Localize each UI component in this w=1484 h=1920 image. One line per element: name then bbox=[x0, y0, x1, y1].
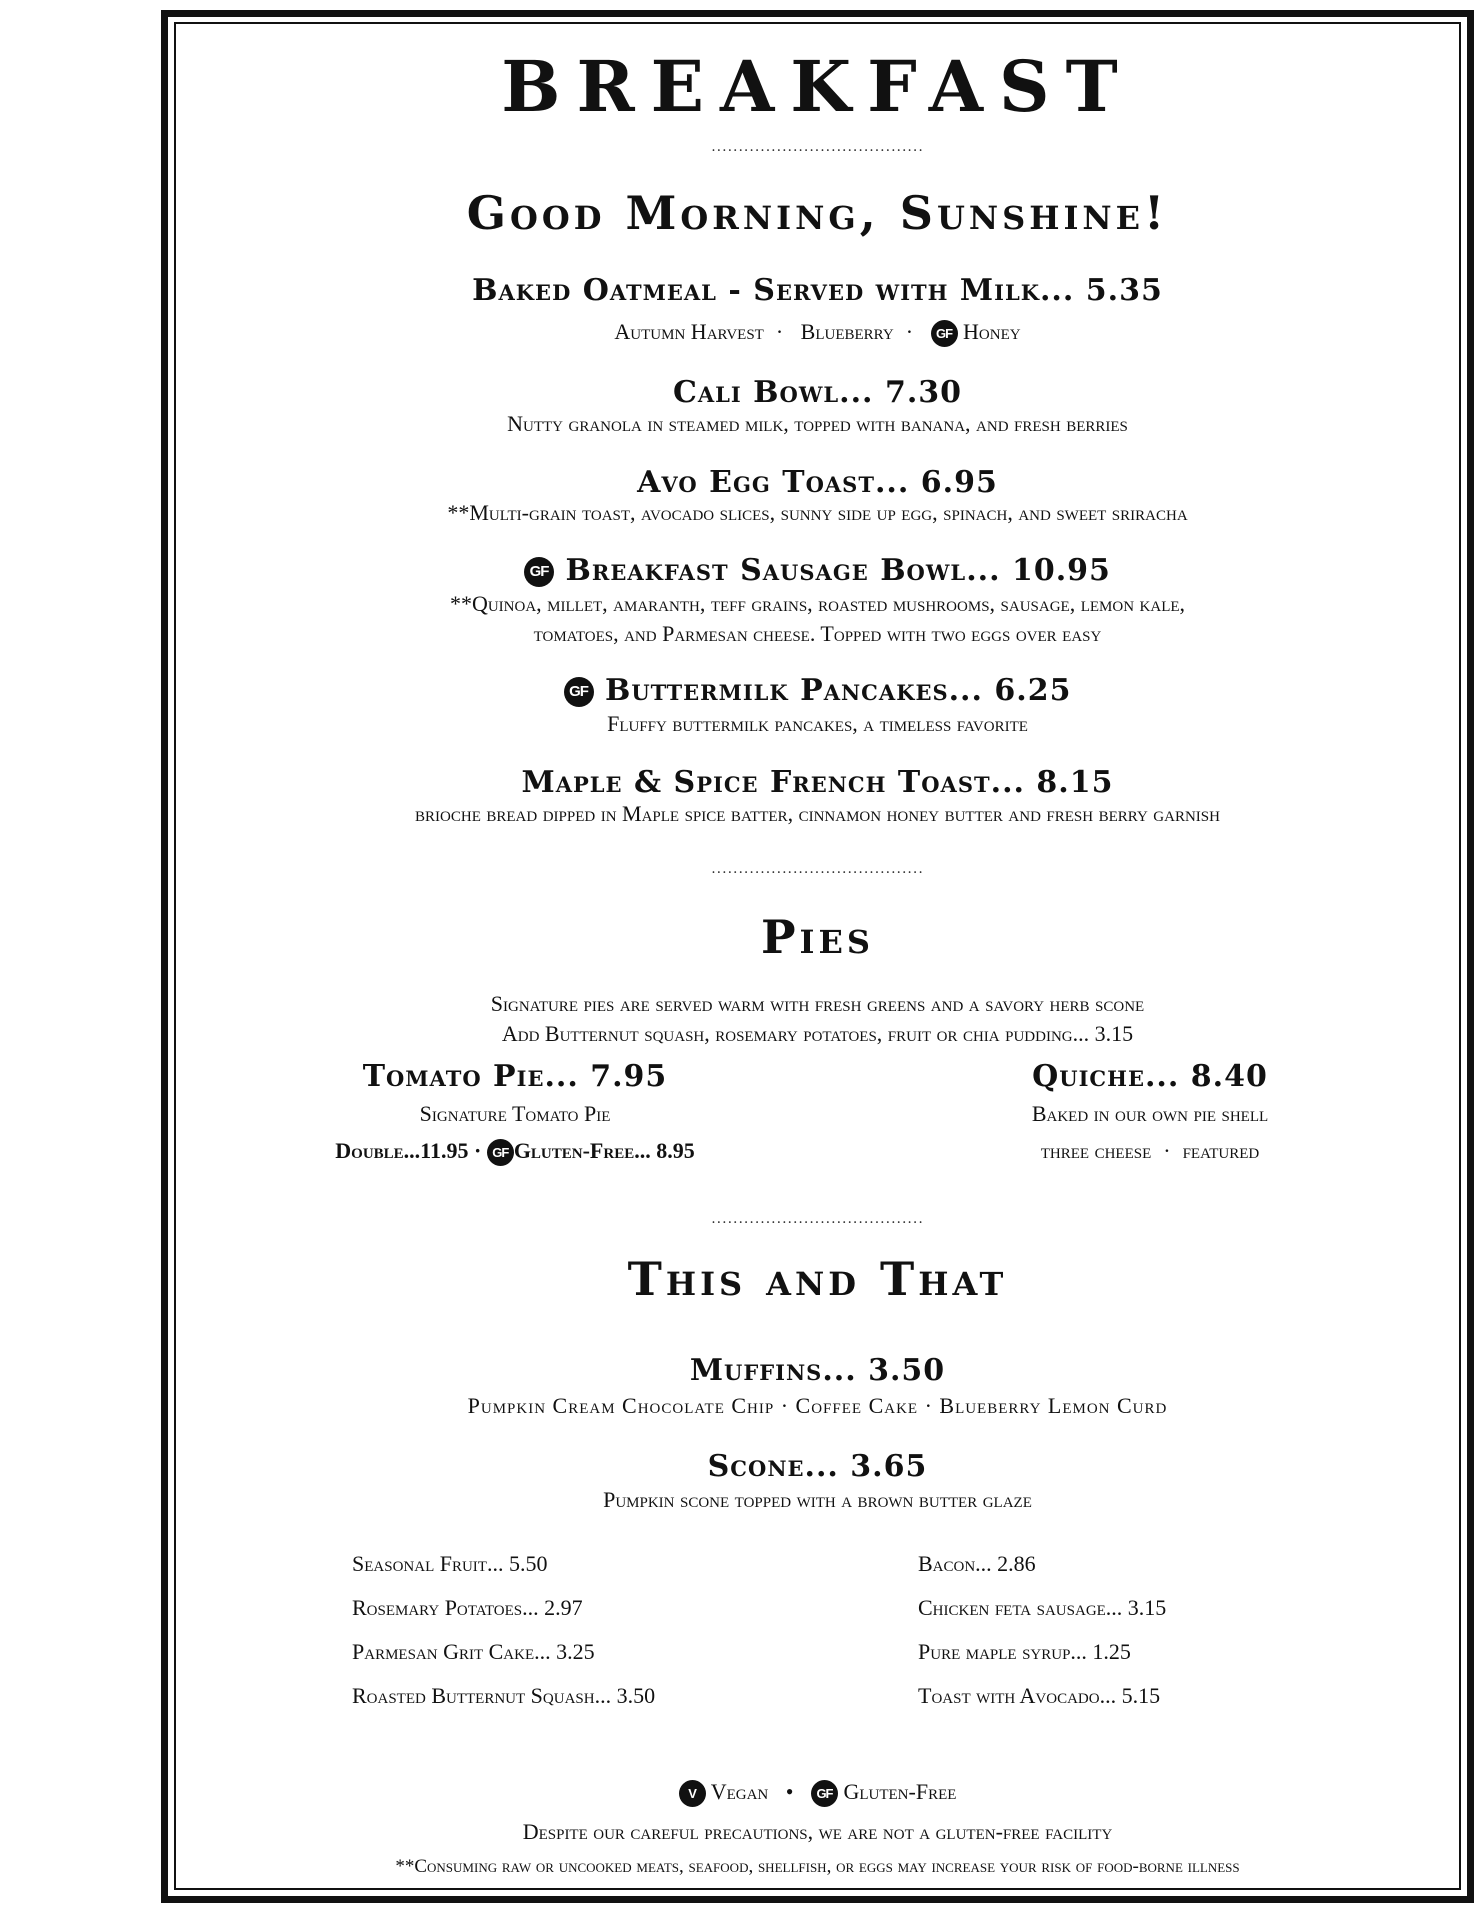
legend: V Vegan • GF Gluten-Free bbox=[174, 1778, 1461, 1807]
item-desc: **Quinoa, millet, amaranth, teff grains, roasted mushrooms, sausage, lemon kale, bbox=[449, 591, 1186, 616]
vegan-icon: V bbox=[679, 1780, 706, 1807]
tomato-double: Double...11.95 bbox=[335, 1137, 469, 1163]
item-cali-bowl: Cali Bowl... 7.30 bbox=[672, 375, 963, 410]
item-muffins: Muffins... 3.50 bbox=[689, 1353, 946, 1388]
tomato-variants: Double...11.95 · GF Gluten-Free... 8.95 bbox=[250, 1137, 780, 1166]
side-item: Seasonal Fruit... 5.50 bbox=[352, 1551, 548, 1576]
item-desc: Pumpkin scone topped with a brown butter glaze bbox=[603, 1487, 1032, 1512]
item-desc: brioche bread dipped in Maple spice batter, cinnamon honey butter and fresh berry garnish bbox=[415, 801, 1220, 826]
oatmeal-options: Autumn Harvest · Blueberry · GF Honey bbox=[174, 318, 1461, 347]
sides-right bbox=[918, 1542, 1166, 1718]
gluten-free-icon: GF bbox=[487, 1139, 514, 1166]
item-sausage-bowl bbox=[174, 553, 1461, 588]
item-desc: **Multi-grain toast, avocado slices, sunny side up egg, spinach, and sweet sriracha bbox=[447, 500, 1188, 525]
gluten-free-icon: GF bbox=[524, 557, 554, 587]
side-item: Chicken feta sausage... 3.15 bbox=[918, 1595, 1167, 1620]
side-item: Toast with Avocado... 5.15 bbox=[918, 1683, 1161, 1708]
quiche-option: featured bbox=[1182, 1137, 1260, 1163]
item-name: Quiche... 8.40 bbox=[1032, 1059, 1268, 1094]
item-name: Tomato Pie... 7.95 bbox=[362, 1059, 668, 1094]
side-item: Roasted Butternut Squash... 3.50 bbox=[352, 1683, 656, 1708]
divider: ....................................... bbox=[711, 139, 924, 155]
divider: ....................................... bbox=[711, 861, 924, 877]
food-warning: **Consuming raw or uncooked meats, seafood, shellfish, or eggs may increase your risk of food-borne illness bbox=[395, 1856, 1240, 1877]
section-heading-morning: Good Morning, Sunshine! bbox=[466, 186, 1169, 240]
tomato-pie bbox=[250, 1059, 780, 1166]
quiche bbox=[960, 1059, 1340, 1165]
item-desc: Fluffy buttermilk pancakes, a timeless favorite bbox=[607, 711, 1028, 736]
item-oatmeal: Baked Oatmeal - Served with Milk... 5.35 bbox=[472, 273, 1163, 308]
divider: ....................................... bbox=[711, 1211, 924, 1227]
pies-intro: Signature pies are served warm with fresh greens and a savory herb scone bbox=[490, 991, 1145, 1016]
legend-vegan: Vegan bbox=[710, 1779, 769, 1804]
side-item: Bacon... 2.86 bbox=[918, 1551, 1036, 1576]
item-avo-toast: Avo Egg Toast... 6.95 bbox=[637, 465, 998, 500]
tomato-gf: Gluten-Free... 8.95 bbox=[513, 1137, 695, 1163]
item-french-toast: Maple & Spice French Toast... 8.15 bbox=[521, 765, 1114, 800]
legend-gluten-free: Gluten-Free bbox=[843, 1779, 957, 1804]
item-pancakes bbox=[174, 673, 1461, 708]
item-desc: Pumpkin Cream Chocolate Chip · Coffee Cake · Blueberry Lemon Curd bbox=[467, 1393, 1168, 1418]
item-desc: Baked in our own pie shell bbox=[1031, 1101, 1269, 1126]
oatmeal-option: Autumn Harvest bbox=[614, 319, 764, 344]
item-desc: Signature Tomato Pie bbox=[419, 1101, 611, 1126]
oatmeal-option: Blueberry bbox=[800, 319, 894, 344]
gluten-free-icon: GF bbox=[931, 320, 958, 347]
quiche-options: three cheese · featured bbox=[1040, 1137, 1260, 1163]
oatmeal-option: Honey bbox=[963, 319, 1021, 344]
item-name: Breakfast Sausage Bowl... 10.95 bbox=[565, 553, 1111, 588]
item-desc: tomatoes, and Parmesan cheese. Topped with two eggs over easy bbox=[533, 621, 1102, 646]
sides-left bbox=[352, 1542, 655, 1718]
gluten-note: Despite our careful precautions, we are not a gluten-free facility bbox=[522, 1819, 1113, 1844]
section-heading-pies: Pies bbox=[760, 910, 875, 964]
item-scone: Scone... 3.65 bbox=[707, 1449, 928, 1484]
gluten-free-icon: GF bbox=[564, 677, 594, 707]
section-heading-this-that: This and That bbox=[627, 1252, 1008, 1306]
gluten-free-icon: GF bbox=[811, 1780, 838, 1807]
side-item: Parmesan Grit Cake... 3.25 bbox=[352, 1639, 595, 1664]
side-item: Pure maple syrup... 1.25 bbox=[918, 1639, 1131, 1664]
item-name: Buttermilk Pancakes... 6.25 bbox=[604, 673, 1072, 708]
pies-intro: Add Butternut squash, rosemary potatoes, fruit or chia pudding... 3.15 bbox=[501, 1021, 1134, 1046]
item-desc: Nutty granola in steamed milk, topped with banana, and fresh berries bbox=[507, 411, 1128, 436]
side-item: Rosemary Potatoes... 2.97 bbox=[352, 1595, 583, 1620]
page-title: BREAKFAST bbox=[501, 45, 1134, 128]
quiche-option: three cheese bbox=[1040, 1137, 1152, 1163]
